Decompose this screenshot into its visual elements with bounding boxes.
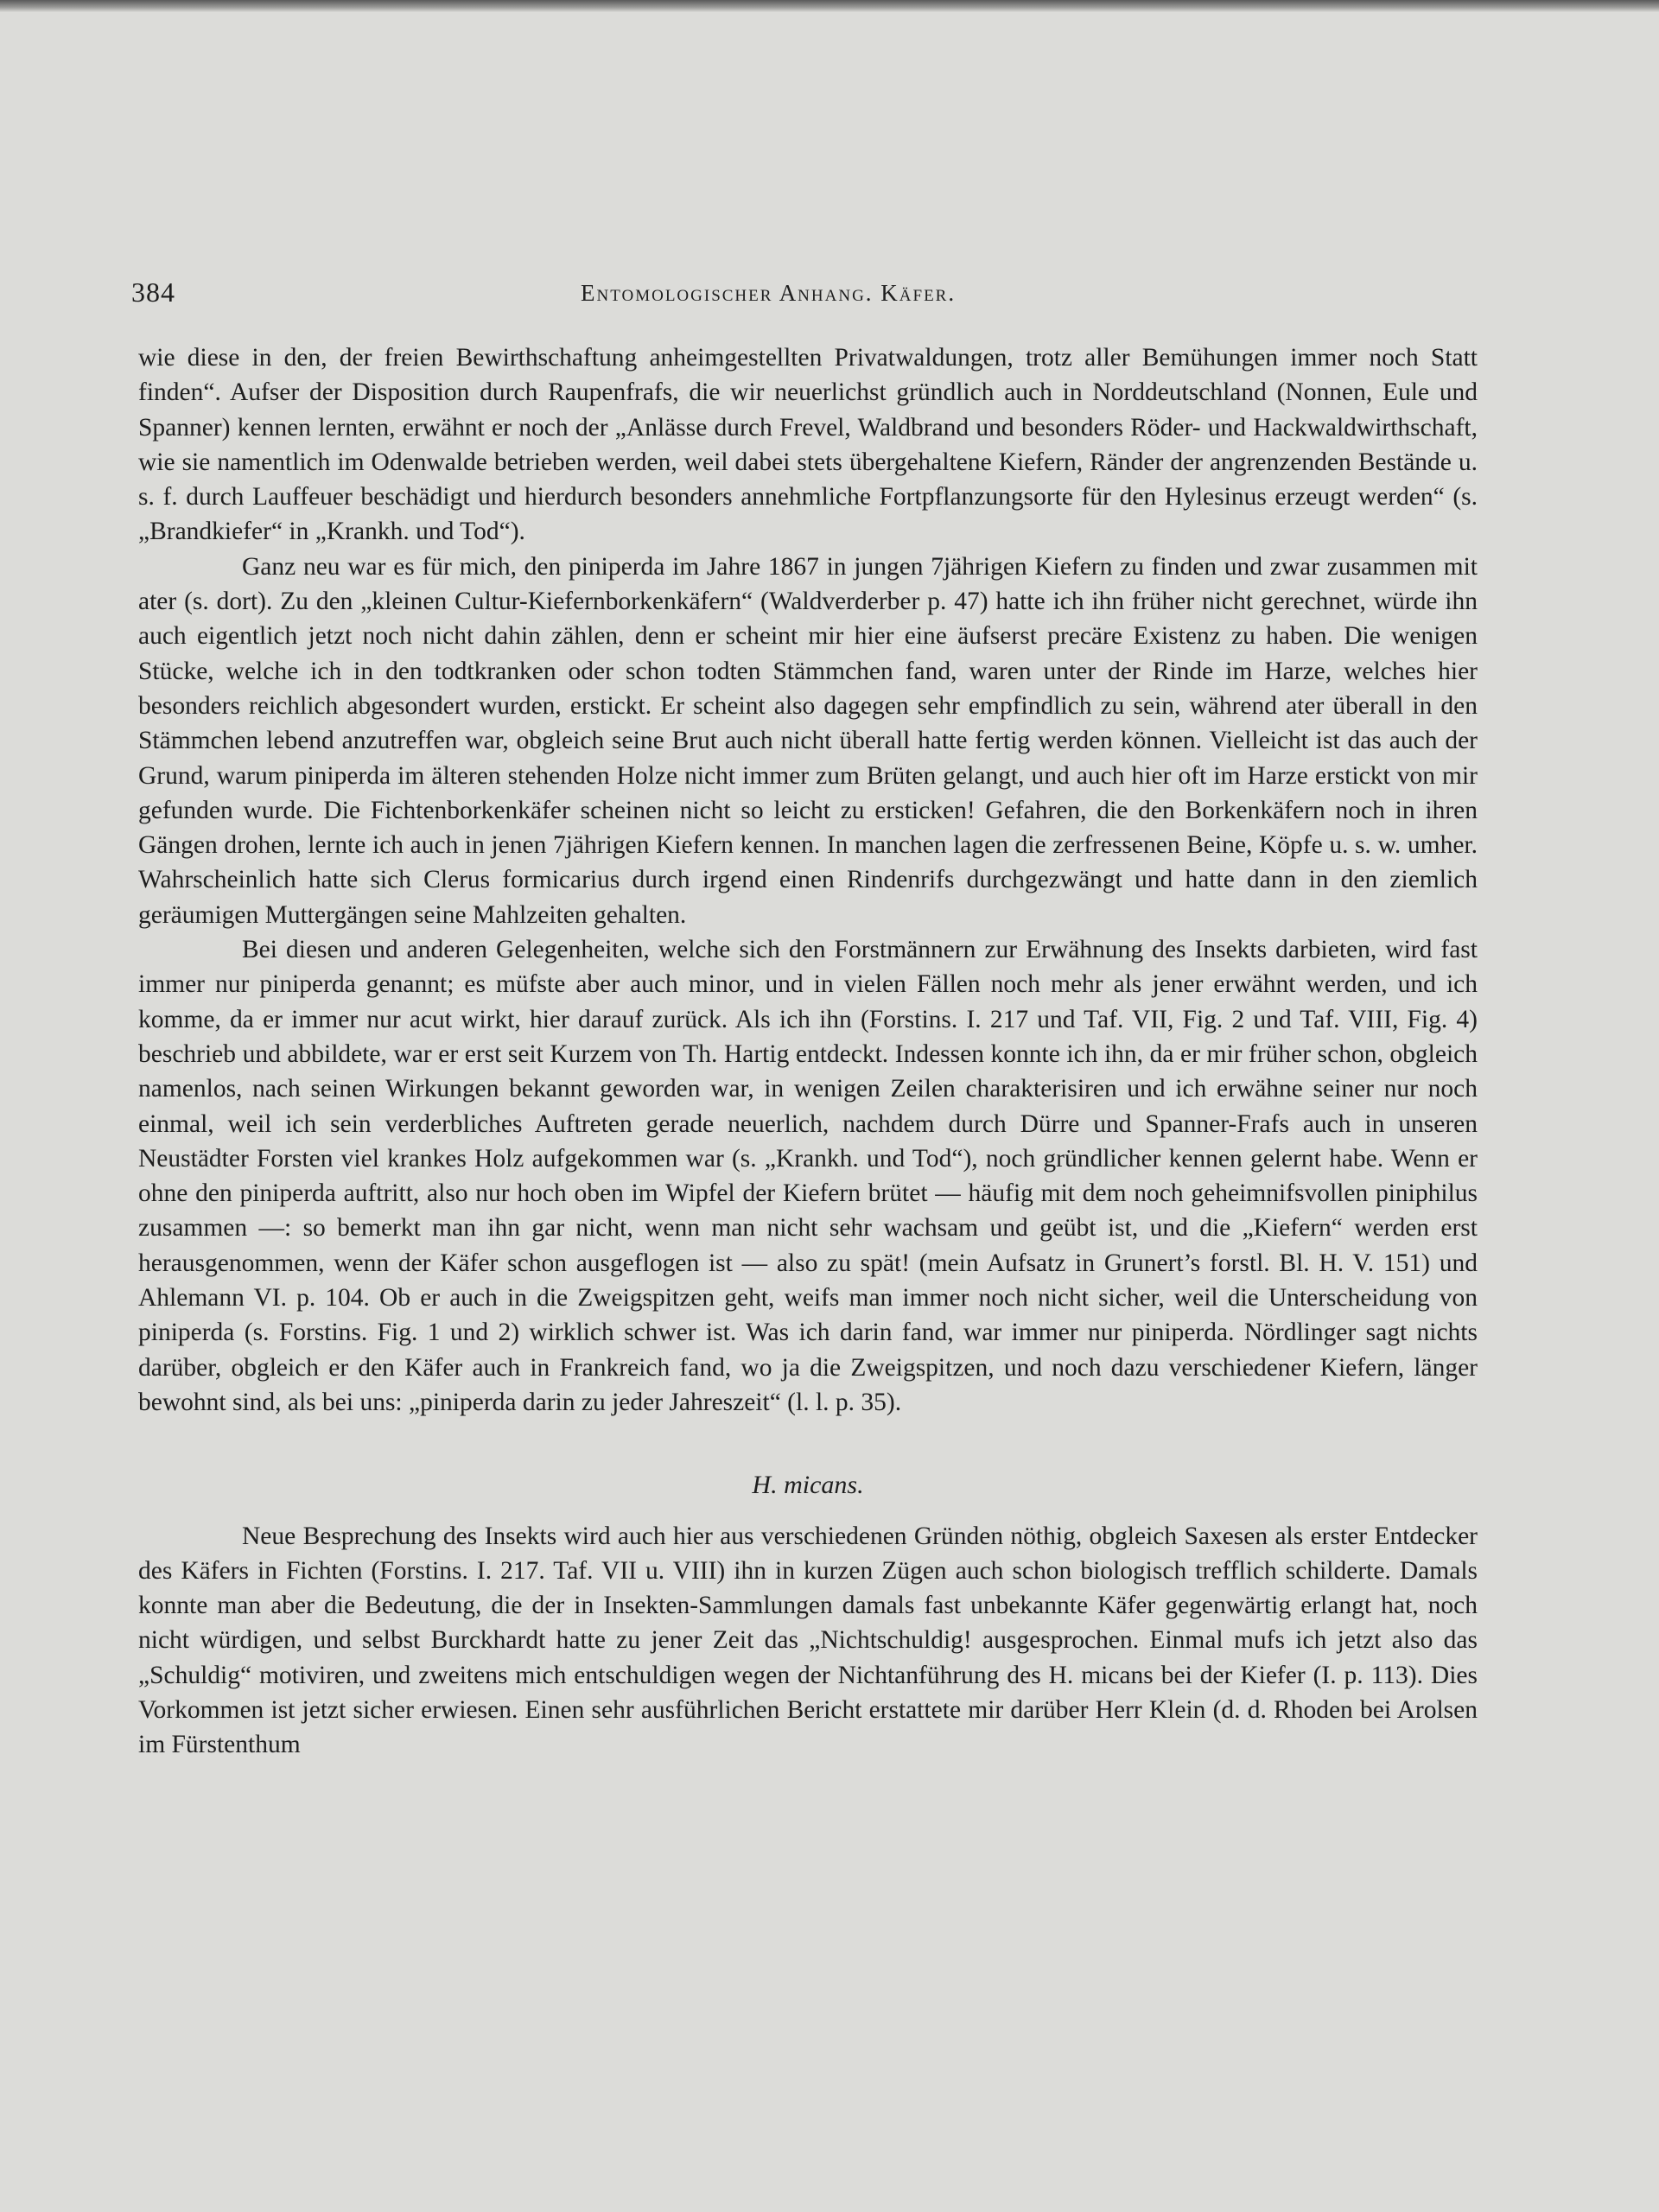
running-title: Entomologischer Anhang. Käfer. [581, 280, 957, 306]
paragraph: Neue Besprechung des Insekts wird auch hier aus verschiedenen Gründen nöthig, obgleich Saxesen als erster Entdecker des Käfers in Fichten (Forstins. I. 217. Taf. VII u. VIII) ihn in kurzen Zügen auch schon biologisch trefflich schilderte. Damals konnte man aber die Bedeutung, die der in Insekten-Sammlungen damals fast unbekannte Käfer gegenwärtig erlangt hat, noch nicht würdigen, und selbst Burckhardt hatte zu jener Zeit das „Nichtschuldig! ausgesprochen. Einmal mufs ich jetzt also das „Schuldig“ motiviren, und zweitens mich entschuldigen wegen der Nichtanführung des H. micans bei der Kiefer (I. p. 113). Dies Vorkommen ist jetzt sicher erwiesen. Einen sehr ausführlichen Bericht erstattete mir darüber Herr Klein (d. d. Rhoden bei Arolsen im Fürstenthum [138, 1522, 1478, 1759]
section-heading: H. micans. [752, 1471, 864, 1500]
page-number: 384 [131, 276, 175, 308]
paragraph: Bei diesen und anderen Gelegenheiten, welche sich den Forstmännern zur Erwähnung des Insekts darbieten, wird fast immer nur piniperda genannt; es müfste aber auch minor, und in vielen Fällen noch mehr als jener erwähnt werden, und ich komme, da er immer nur acut wirkt, hier darauf zurück. Als ich ihn (Forstins. I. 217 und Taf. VII, Fig. 2 und Taf. VIII, Fig. 4) beschrieb und abbildete, war er erst seit Kurzem von Th. Hartig entdeckt. Indessen konnte ich ihn, da er mir früher schon, obgleich namenlos, nach seinen Wirkungen bekannt geworden war, in wenigen Zeilen charakterisiren und ich erwähne seiner nur noch einmal, weil ich sein verderbliches Auftreten gerade neuerlich, nachdem durch Dürre und Spanner-Frafs auch in unseren Neustädter Forsten viel krankes Holz aufgekommen war (s. „Krankh. und Tod“), noch gründlicher kennen gelernt habe. Wenn er ohne den piniperda auftritt, also nur hoch oben im Wipfel der Kiefern brütet — häufig mit dem noch geheimnifsvollen piniphilus zusammen —: so bemerkt man ihn gar nicht, wenn man nicht sehr wachsam und geübt ist, und die „Kiefern“ werden erst herausgenommen, wenn der Käfer schon ausgeflogen ist — also zu spät! (mein Aufsatz in Grunert’s forstl. Bl. H. V. 151) und Ahlemann VI. p. 104. Ob er auch in die Zweigspitzen geht, weifs man immer noch nicht sicher, weil die Unterscheidung von piniperda (s. Forstins. Fig. 1 und 2) wirklich schwer ist. Was ich darin fand, war immer nur piniperda. Nördlinger sagt nichts darüber, obgleich er den Käfer auch in Frankreich fand, wo ja die Zweigspitzen, und noch dazu verschiedener Kiefern, länger bewohnt sind, als bei uns: „piniperda darin zu jeder Jahreszeit“ (l. l. p. 35). [138, 936, 1478, 1416]
paragraph: wie diese in den, der freien Bewirthschaftung anheimgestellten Privatwaldungen, trotz aller Bemühungen immer noch Statt finden“. Aufser der Disposition durch Raupenfrafs, die wir neuerlichst gründlich auch in Norddeutschland (Nonnen, Eule und Spanner) kennen lernten, erwähnt er noch der „Anlässe durch Frevel, Waldbrand und besonders Röder- und Hackwaldwirthschaft, wie sie namentlich im Odenwalde betrieben werden, weil dabei stets übergehaltene Kiefern, Ränder der angrenzenden Bestände u. s. f. durch Lauffeuer beschädigt und hierdurch besonders annehmliche Fortpflanzungsorte für den Hylesinus erzeugt werden“ (s. „Brandkiefer“ in „Krankh. und Tod“). [138, 344, 1478, 546]
book-page [0, 12, 1659, 2212]
page-header [131, 268, 1479, 311]
scan-top-edge [0, 0, 1659, 12]
body-text [138, 340, 1478, 1763]
paragraph: Ganz neu war es für mich, den piniperda im Jahre 1867 in jungen 7jährigen Kiefern zu finden und zwar zusammen mit ater (s. dort). Zu den „kleinen Cultur-Kiefernborkenkäfern“ (Waldverderber p. 47) hatte ich ihn früher nicht gerechnet, würde ihn auch eigentlich jetzt noch nicht dahin zählen, denn er scheint mir hier eine äufserst precäre Existenz zu haben. Die wenigen Stücke, welche ich in den todtkranken oder schon todten Stämmchen fand, waren unter der Rinde im Harze, welches hier besonders reichlich abgesondert wurden, erstickt. Er scheint also dagegen sehr empfindlich zu sein, während ater überall in den Stämmchen lebend anzutreffen war, obgleich seine Brut auch nicht überall hatte fertig werden können. Vielleicht ist das auch der Grund, warum piniperda im älteren stehenden Holze nicht immer zum Brüten gelangt, und auch hier oft im Harze erstickt von mir gefunden wurde. Die Fichtenborkenkäfer scheinen nicht so leicht zu ersticken! Gefahren, die den Borkenkäfern noch in ihren Gängen drohen, lernte ich auch in jenen 7jährigen Kiefern kennen. In manchen lagen die zerfressenen Beine, Köpfe u. s. w. umher. Wahrscheinlich hatte sich Clerus formicarius durch irgend einen Rindenrifs durchgezwängt und hatte dann in den ziemlich geräumigen Muttergängen seine Mahlzeiten gehalten. [138, 552, 1478, 929]
